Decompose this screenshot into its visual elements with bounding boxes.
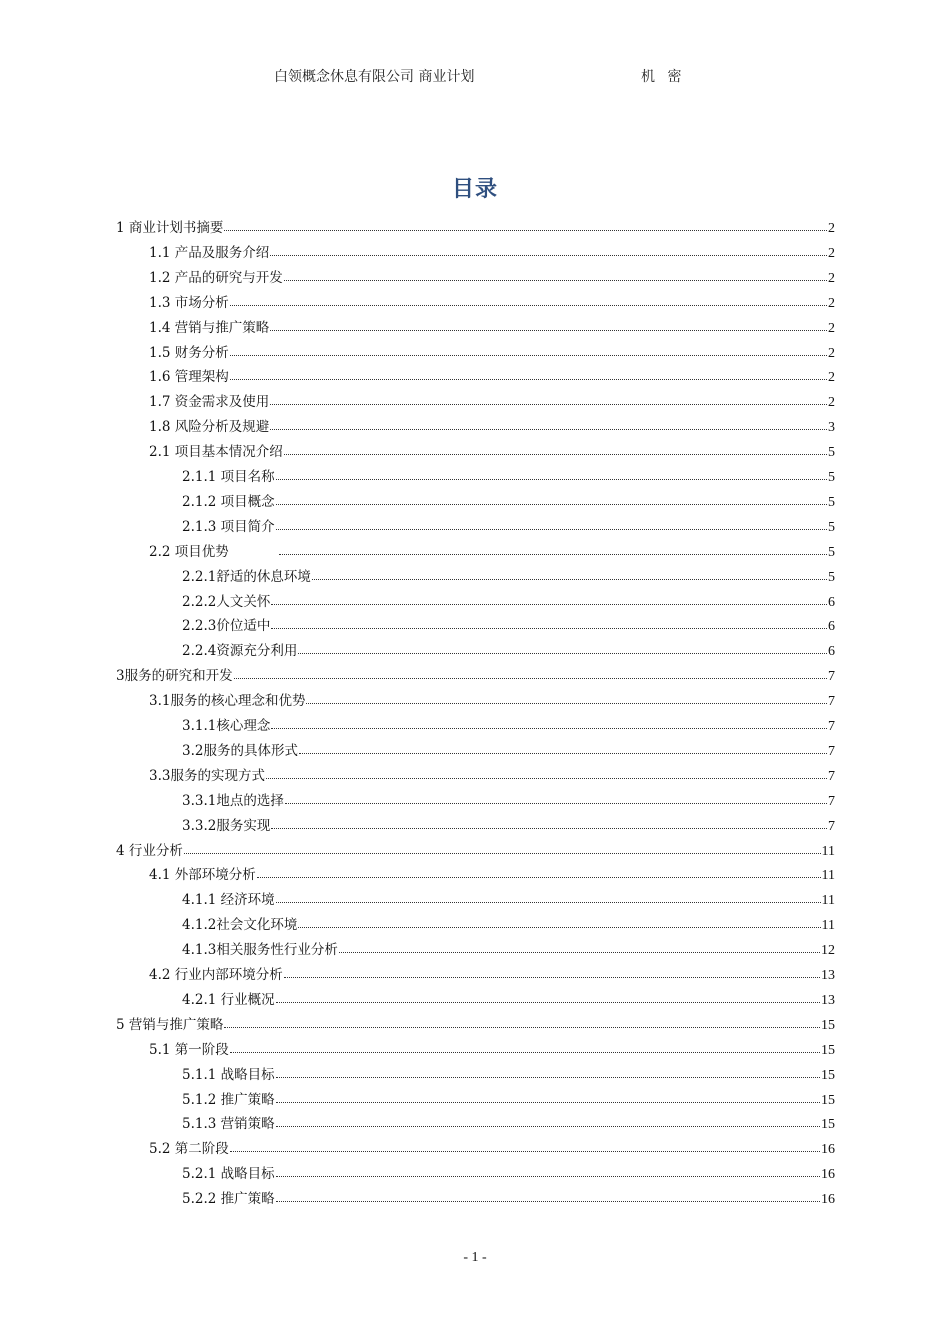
toc-entry-page: 2 <box>828 370 835 386</box>
toc-leader-dots <box>184 839 821 854</box>
toc-entry-page: 15 <box>821 1117 835 1133</box>
toc-entry-page: 6 <box>828 594 835 610</box>
toc-entry[interactable] <box>182 639 835 663</box>
toc-entry-label: 4.1.3相关服务性行业分析 <box>182 942 338 959</box>
toc-entry-page: 2 <box>828 395 835 411</box>
toc-entry[interactable] <box>149 440 835 464</box>
toc-entry[interactable] <box>116 1013 835 1037</box>
toc-entry[interactable] <box>182 1162 835 1186</box>
toc-entry-label: 3.3服务的实现方式 <box>149 767 265 784</box>
toc-entry-label: 4.2 行业内部环境分析 <box>149 967 283 983</box>
toc-entry[interactable] <box>149 764 835 788</box>
toc-entry-page: 2 <box>828 320 835 336</box>
toc-entry-label: 4.1.2社会文化环境 <box>182 917 298 934</box>
toc-entry-label: 5.2.1 战略目标 <box>182 1166 275 1183</box>
toc-entry-label: 3.3.1地点的选择 <box>182 792 284 809</box>
toc-entry[interactable] <box>149 540 835 564</box>
toc-entry-page: 5 <box>828 445 835 461</box>
toc-entry[interactable] <box>182 714 835 738</box>
toc-entry[interactable] <box>182 888 835 912</box>
toc-leader-dots <box>224 216 827 231</box>
toc-entry-page: 7 <box>828 694 835 710</box>
toc-entry[interactable] <box>116 664 835 688</box>
toc-leader-dots <box>312 565 827 580</box>
toc-leader-dots <box>276 1187 820 1202</box>
toc-leader-dots <box>271 614 827 629</box>
toc-entry[interactable] <box>149 266 835 290</box>
toc-entry-label: 1.8 风险分析及规避 <box>149 419 270 436</box>
toc-leader-dots <box>234 664 827 679</box>
toc-leader-dots <box>306 689 827 704</box>
toc-leader-dots <box>271 714 827 729</box>
toc-entry-label: 5.1.2 推广策略 <box>182 1091 275 1108</box>
toc-leader-dots <box>276 1112 820 1127</box>
toc-entry-label: 5.1.3 营销策略 <box>182 1116 275 1133</box>
toc-entry-label: 1.4 营销与推广策略 <box>149 319 270 336</box>
toc-leader-dots <box>230 1137 820 1152</box>
toc-leader-dots <box>299 739 827 754</box>
toc-entry-label: 1.3 市场分析 <box>149 294 229 311</box>
toc-entry-label: 3.1服务的核心理念和优势 <box>149 693 306 710</box>
toc-entry-label: 4.1 外部环境分析 <box>149 867 256 884</box>
toc-entry-label: 1.2 产品的研究与开发 <box>149 269 283 286</box>
toc-entry-page: 13 <box>821 968 835 983</box>
toc-entry-page: 11 <box>821 918 835 934</box>
toc-leader-dots <box>298 913 820 928</box>
toc-entry-label: 5.1.1 战略目标 <box>182 1066 275 1083</box>
toc-entry[interactable] <box>149 1038 835 1062</box>
toc-leader-dots <box>276 988 820 1003</box>
toc-entry-page: 7 <box>828 669 835 685</box>
toc-entry-page: 11 <box>821 868 835 884</box>
toc-entry[interactable] <box>182 614 835 638</box>
toc-entry-label: 4.1.1 经济环境 <box>182 892 275 909</box>
toc-entry-label: 2.2.2人文关怀 <box>182 593 271 610</box>
toc-entry-label: 1.1 产品及服务介绍 <box>149 244 270 261</box>
toc-entry-label: 3服务的研究和开发 <box>116 668 233 685</box>
toc-entry-page: 15 <box>821 1017 835 1033</box>
toc-entry-label: 2.2 项目优势 <box>149 543 229 560</box>
toc-entry[interactable] <box>149 415 835 439</box>
toc-entry[interactable] <box>182 988 835 1012</box>
toc-leader-dots <box>230 365 827 380</box>
toc-entry[interactable] <box>182 1187 835 1211</box>
toc-entry-page: 5 <box>828 569 835 585</box>
toc-entry-label: 2.2.3价位适中 <box>182 618 271 635</box>
toc-entry[interactable] <box>149 863 835 887</box>
toc-entry-page: 7 <box>828 743 835 759</box>
toc-entry-page: 6 <box>828 619 835 635</box>
toc-leader-dots <box>285 789 827 804</box>
toc-leader-dots <box>271 590 827 605</box>
toc-entry[interactable] <box>182 938 835 962</box>
toc-leader-dots <box>230 1038 820 1053</box>
toc-leader-dots <box>270 316 827 331</box>
toc-entry-label: 3.2服务的具体形式 <box>182 742 298 759</box>
toc-entry-page: 2 <box>828 270 835 286</box>
toc-entry[interactable] <box>182 1112 835 1136</box>
toc-entry[interactable] <box>182 789 835 813</box>
toc-entry-label: 1.6 管理架构 <box>149 369 229 386</box>
toc-entry-page: 16 <box>821 1167 835 1183</box>
toc-entry-page: 7 <box>828 793 835 809</box>
toc-entry[interactable] <box>149 241 835 265</box>
toc-leader-dots <box>298 639 827 654</box>
toc-leader-dots <box>284 440 827 455</box>
toc-leader-dots <box>270 241 827 256</box>
toc-entry-label: 2.2.1舒适的休息环境 <box>182 568 311 585</box>
toc-entry-label: 1.5 财务分析 <box>149 344 229 361</box>
toc-leader-dots <box>224 1013 820 1028</box>
toc-entry[interactable] <box>149 341 835 365</box>
toc-entry[interactable] <box>182 490 835 514</box>
toc-leader-dots <box>266 764 827 779</box>
toc-entry-label: 3.3.2服务实现 <box>182 817 271 834</box>
toc-entry-label: 2.1.1 项目名称 <box>182 469 275 485</box>
toc-entry-page: 15 <box>821 1092 835 1108</box>
toc-leader-dots <box>230 341 827 356</box>
toc-entry[interactable] <box>182 565 835 589</box>
toc-entry-page: 3 <box>828 420 835 436</box>
toc-entry[interactable] <box>149 316 835 340</box>
toc-entry[interactable] <box>149 390 835 414</box>
toc-entry[interactable] <box>116 216 835 240</box>
toc-leader-dots <box>230 291 827 306</box>
toc-leader-dots <box>270 415 827 430</box>
page-number: - 1 - <box>463 1250 487 1265</box>
toc-entry-label: 5.2.2 推广策略 <box>182 1191 275 1208</box>
toc-entry[interactable] <box>182 465 835 489</box>
toc-entry-page: 5 <box>828 470 835 485</box>
toc-leader-dots <box>257 863 821 878</box>
toc-entry-page: 11 <box>821 893 835 909</box>
toc-entry-page: 12 <box>821 943 835 959</box>
toc-entry-label: 1.7 资金需求及使用 <box>149 394 270 411</box>
toc-leader-dots <box>276 888 821 903</box>
toc-entry-page: 6 <box>828 644 835 660</box>
toc-leader-dots <box>270 390 827 405</box>
toc-entry[interactable] <box>149 291 835 315</box>
toc-leader-dots <box>276 1088 820 1103</box>
toc-entry-label: 2.1.3 项目简介 <box>182 518 275 535</box>
toc-entry-label: 4 行业分析 <box>116 842 183 859</box>
toc-entry-page: 5 <box>828 519 835 535</box>
toc-entry-label: 3.1.1核心理念 <box>182 718 271 734</box>
toc-entry-page: 11 <box>821 843 835 859</box>
toc-entry-page: 13 <box>821 992 835 1008</box>
toc-leader-dots <box>276 465 827 480</box>
toc-entry[interactable] <box>182 913 835 937</box>
toc-entry-label: 4.2.1 行业概况 <box>182 991 275 1008</box>
toc-entry-page: 7 <box>828 768 835 784</box>
header-confidential-label: 机 密 <box>641 69 686 85</box>
toc-entry-label: 5 营销与推广策略 <box>116 1016 224 1033</box>
toc-leader-dots <box>284 266 827 281</box>
toc-entry-page: 16 <box>821 1142 835 1158</box>
toc-entry[interactable] <box>182 739 835 763</box>
toc-leader-dots <box>276 1162 820 1177</box>
toc-entry[interactable] <box>149 365 835 389</box>
toc-leader-dots <box>279 540 827 555</box>
toc-entry-label: 2.1 项目基本情况介绍 <box>149 444 283 461</box>
toc-entry-label: 2.2.4资源充分利用 <box>182 643 298 660</box>
toc-entry[interactable] <box>182 814 835 838</box>
toc-entry-page: 15 <box>821 1067 835 1083</box>
toc-entry-page: 5 <box>828 494 835 510</box>
toc-entry-label: 5.1 第一阶段 <box>149 1041 229 1058</box>
toc-entry-page: 5 <box>828 544 835 560</box>
page-header <box>0 66 950 88</box>
toc-leader-dots <box>276 490 827 505</box>
toc-entry-page: 7 <box>828 719 835 734</box>
toc-leader-dots <box>271 814 827 829</box>
toc-entry[interactable] <box>182 590 835 614</box>
toc-entry-page: 2 <box>828 345 835 361</box>
toc-entry[interactable] <box>182 515 835 539</box>
toc-leader-dots <box>276 1063 820 1078</box>
toc-entry[interactable] <box>182 1088 835 1112</box>
toc-entry-label: 2.1.2 项目概念 <box>182 493 275 510</box>
toc-entry[interactable] <box>149 689 835 713</box>
toc-entry-page: 2 <box>828 295 835 311</box>
toc-leader-dots <box>339 938 820 953</box>
toc-leader-dots <box>284 963 820 978</box>
toc-entry[interactable] <box>116 839 835 863</box>
toc-leader-dots <box>276 515 827 530</box>
toc-entry[interactable] <box>149 1137 835 1161</box>
toc-entry-page: 15 <box>821 1042 835 1058</box>
toc-entry-page: 2 <box>828 221 835 236</box>
header-company-title: 白领概念休息有限公司 商业计划 <box>274 69 475 85</box>
toc-entry-label: 1 商业计划书摘要 <box>116 220 224 236</box>
toc-entry-label: 5.2 第二阶段 <box>149 1141 229 1158</box>
toc-entry[interactable] <box>182 1063 835 1087</box>
toc-entry-page: 16 <box>821 1192 835 1208</box>
toc-entry-page: 7 <box>828 818 835 834</box>
toc-title: 目录 <box>451 177 498 202</box>
toc-entry-page: 2 <box>828 245 835 261</box>
toc-entry[interactable] <box>149 963 835 987</box>
